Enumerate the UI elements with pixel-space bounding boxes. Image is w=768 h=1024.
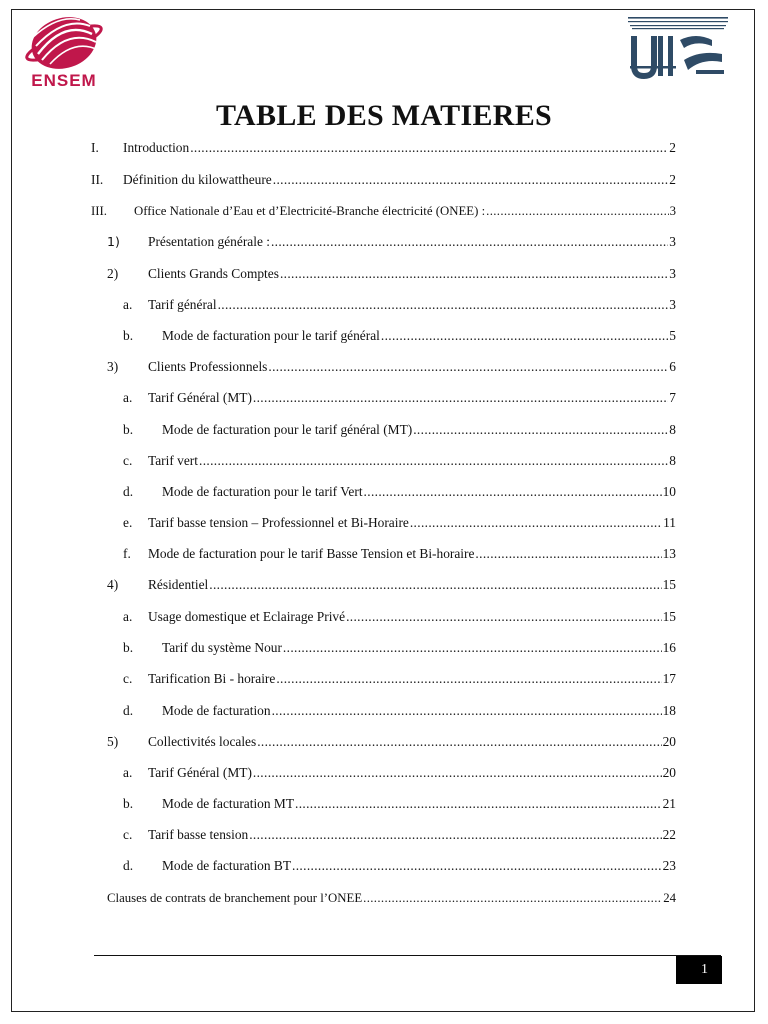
footer-divider — [94, 955, 721, 956]
toc-number: e. — [123, 515, 133, 530]
toc-number: c. — [123, 453, 133, 468]
toc-leader — [486, 202, 668, 220]
toc-entry[interactable] — [91, 139, 676, 157]
toc-page-number: 6 — [669, 359, 676, 374]
toc-leader — [280, 265, 668, 283]
toc-entry[interactable] — [123, 452, 676, 470]
toc-number: d. — [123, 858, 134, 873]
toc-page-number: 3 — [669, 204, 676, 218]
toc-page-number: 18 — [662, 703, 676, 718]
toc-label: Mode de facturation pour le tarif général — [162, 328, 380, 343]
toc-page-number: 22 — [662, 827, 676, 842]
toc-leader — [253, 389, 668, 407]
toc-entry[interactable] — [123, 639, 676, 657]
toc-entry[interactable] — [107, 233, 676, 251]
toc-label: Mode de facturation pour le tarif Vert — [162, 484, 363, 499]
ensem-logo — [18, 14, 110, 92]
toc-page-number: 24 — [663, 891, 676, 905]
toc-label: Clients Grands Comptes — [148, 266, 279, 281]
toc-entry[interactable] — [107, 889, 676, 907]
toc-entry[interactable] — [91, 171, 676, 189]
toc-entry[interactable] — [123, 545, 676, 563]
toc-number: a. — [123, 609, 133, 624]
toc-number: II. — [91, 172, 104, 187]
toc-number: c. — [123, 671, 133, 686]
ensem-globe-icon — [18, 14, 110, 72]
toc-label: Tarif Général (MT) — [148, 390, 252, 405]
toc-leader — [199, 452, 668, 470]
toc-leader — [346, 608, 662, 626]
toc-entry[interactable] — [107, 265, 676, 283]
toc-page-number: 20 — [662, 734, 676, 749]
toc-label: Tarif basse tension – Professionnel et Bi-Horaire — [148, 515, 409, 530]
toc-entry[interactable] — [123, 702, 676, 720]
toc-leader — [249, 826, 661, 844]
toc-label: Tarif Général (MT) — [148, 765, 252, 780]
toc-label: Collectivités locales — [148, 734, 257, 749]
toc-number: a. — [123, 390, 133, 405]
uh2c-university-icon — [626, 14, 730, 82]
toc-number: a. — [123, 297, 133, 312]
toc-page-number: 2 — [669, 172, 676, 187]
toc-page-number: 7 — [669, 390, 676, 405]
toc-entry[interactable] — [123, 483, 676, 501]
toc-number: 5) — [107, 734, 119, 749]
toc-leader — [364, 483, 662, 501]
toc-entry[interactable] — [123, 795, 676, 813]
toc-label: Tarif du système Nour — [162, 640, 282, 655]
university-logo — [626, 14, 730, 82]
toc-entry[interactable] — [123, 764, 676, 782]
toc-number: a. — [123, 765, 133, 780]
toc-entry[interactable] — [123, 514, 676, 532]
toc-page-number: 13 — [662, 546, 676, 561]
toc-leader — [218, 296, 669, 314]
toc-label: Présentation générale : — [148, 234, 270, 249]
toc-leader — [273, 171, 669, 189]
toc-page-number: 15 — [662, 609, 676, 624]
toc-label: Usage domestique et Eclairage Privé — [148, 609, 346, 624]
toc-leader — [381, 327, 668, 345]
toc-number: b. — [123, 328, 134, 343]
toc-page-number: 23 — [662, 858, 676, 873]
toc-number: f. — [123, 546, 131, 561]
toc-label: Mode de facturation — [162, 703, 271, 718]
toc-label: Mode de facturation pour le tarif général (MT) — [162, 422, 413, 437]
toc-page-number: 5 — [669, 328, 676, 343]
toc-leader — [209, 576, 661, 594]
toc-label: Clauses de contrats de branchement pour l’ONEE — [107, 891, 363, 905]
toc-leader — [292, 857, 662, 875]
toc-number: d. — [123, 703, 134, 718]
toc-page-number: 15 — [662, 577, 676, 592]
toc-entry[interactable] — [123, 296, 676, 314]
toc-entry[interactable] — [123, 826, 676, 844]
toc-leader — [268, 358, 668, 376]
toc-label: Mode de facturation BT — [162, 858, 292, 873]
toc-page-number: 3 — [669, 234, 676, 249]
toc-leader — [257, 733, 661, 751]
toc-label: Tarif vert — [148, 453, 198, 468]
toc-leader — [475, 545, 661, 563]
toc-label: Tarif général — [148, 297, 217, 312]
toc-leader — [363, 889, 662, 907]
toc-label: Définition du kilowattheure — [123, 172, 272, 187]
toc-leader — [276, 670, 661, 688]
toc-label: Mode de facturation pour le tarif Basse Tension et Bi-horaire — [148, 546, 475, 561]
toc-leader — [283, 639, 662, 657]
toc-number: b. — [123, 640, 134, 655]
page-number-badge: 1 — [676, 956, 722, 984]
toc-page-number: 3 — [669, 297, 676, 312]
toc-number: b. — [123, 796, 134, 811]
toc-entry[interactable] — [123, 670, 676, 688]
toc-label: Mode de facturation MT — [162, 796, 295, 811]
toc-page-number: 21 — [662, 796, 676, 811]
toc-page-number: 20 — [662, 765, 676, 780]
toc-number: 4) — [107, 577, 119, 592]
toc-leader — [271, 233, 668, 251]
toc-entry[interactable] — [123, 857, 676, 875]
toc-entry[interactable] — [107, 733, 676, 751]
toc-label: Clients Professionnels — [148, 359, 268, 374]
toc-page-number: 17 — [662, 671, 676, 686]
toc-label: Office Nationale d’Eau et d’Electricité-Branche électricité (ONEE) : — [134, 204, 486, 218]
toc-leader — [410, 514, 662, 532]
toc-label: Introduction — [123, 140, 190, 155]
toc-page-number: 8 — [669, 453, 676, 468]
toc-page-number: 3 — [669, 266, 676, 281]
toc-page-number: 8 — [669, 422, 676, 437]
toc-entry[interactable] — [123, 608, 676, 626]
toc-number: 1) — [107, 234, 120, 249]
toc-label: Tarif basse tension — [148, 827, 249, 842]
toc-entry[interactable] — [123, 389, 676, 407]
toc-page-number: 11 — [663, 515, 676, 530]
toc-entry[interactable] — [107, 576, 676, 594]
ensem-logo-text: ENSEM — [31, 71, 97, 90]
page-title: TABLE DES MATIERES — [215, 99, 553, 132]
toc-page-number: 10 — [662, 484, 676, 499]
toc-number: b. — [123, 422, 134, 437]
toc-leader — [190, 139, 668, 157]
toc-number: c. — [123, 827, 133, 842]
toc-page-number: 16 — [662, 640, 676, 655]
toc-entry[interactable] — [123, 327, 676, 345]
toc-leader — [253, 764, 662, 782]
toc-entry[interactable] — [91, 202, 676, 220]
toc-entry[interactable] — [107, 358, 676, 376]
toc-number: 2) — [107, 266, 119, 281]
toc-leader — [272, 702, 662, 720]
toc-leader — [413, 421, 668, 439]
toc-number: 3) — [107, 359, 119, 374]
toc-number: III. — [91, 204, 107, 218]
toc-entry[interactable] — [123, 421, 676, 439]
toc-label: Résidentiel — [148, 577, 209, 592]
toc-number: I. — [91, 140, 99, 155]
toc-leader — [295, 795, 662, 813]
toc-number: d. — [123, 484, 134, 499]
toc-label: Tarification Bi - horaire — [148, 671, 276, 686]
toc-page-number: 2 — [669, 140, 676, 155]
